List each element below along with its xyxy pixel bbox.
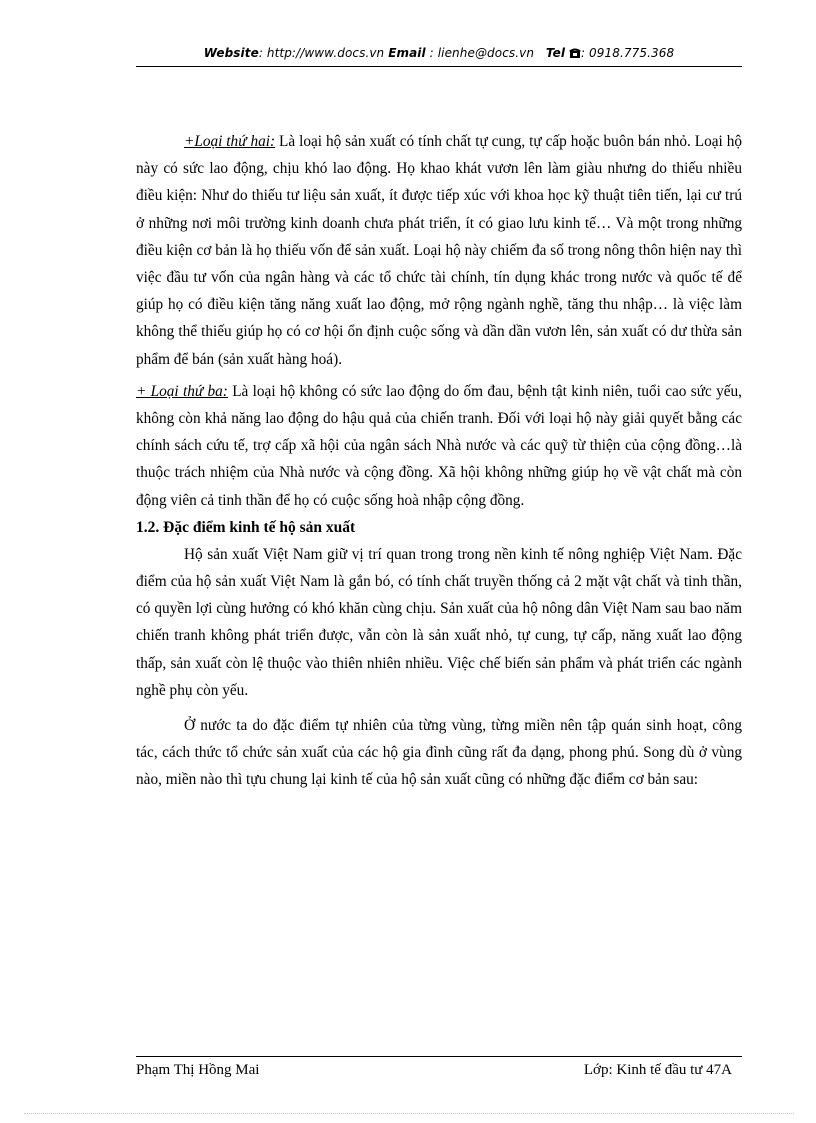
footer-author: Phạm Thị Hồng Mai (136, 1062, 260, 1078)
page-header (136, 46, 742, 60)
email-value: : lienhe@docs.vn (425, 46, 535, 60)
website-value: : http://www.docs.vn (258, 46, 385, 60)
type-two-label: +Loại thứ hai: (184, 133, 276, 150)
document-body (136, 128, 742, 794)
type-three-label: + Loại thứ ba: (136, 382, 228, 400)
paragraph-features: Hộ sản xuất Việt Nam giữ vị trí quan trong trong nền kinh tế nông nghiệp Việt Nam. Đặc điểm của hộ sản xuất Việt Nam là gắn bó, có tính chất truyền thống cả 2 mặt vật chất và tinh thần, có quyền lợi cùng hưởng có khó khăn cùng chịu. Sản xuất của hộ nông dân Việt Nam sau bao năm chiến tranh không phát triển được, vẫn còn là sản xuất nhỏ, tự cung, tự cấp, năng xuất lao động thấp, sản xuất còn lệ thuộc vào thiên nhiên nhiều. Việc chế biến sản phẩm và phát triển các ngành nghề phụ còn yếu. (136, 545, 742, 699)
footer-divider (136, 1056, 742, 1057)
type-two-text: Là loại hộ sản xuất có tính chất tự cung, tự cấp hoặc buôn bán nhỏ. Loại hộ này có sức lao động, chịu khó lao động. Họ khao khát vươn lên làm giàu nhưng do thiếu nhiều điều kiện: Như do thiếu tư liệu sản xuất, ít được tiếp xúc với khoa học kỹ thuật tiên tiến, lại cư trú ở những nơi môi trường kinh doanh chưa phát triển, ít có giao lưu kinh tế… Và một trong những điều kiện cơ bản là họ thiếu vốn để sản xuất. Loại hộ này chiếm đa số trong nông thôn hiện nay thì việc đầu tư vốn của ngân hàng và các tổ chức tài chính, tín dụng khác trong nước và quốc tế để giúp họ có điều kiện tăng năng xuất lao động, mở rộng ngành nghề, tăng thu nhập… là việc làm không thể thiếu giúp họ có cơ hội ổn định cuộc sống và dần dần vươn lên, sản xuất có dư thừa sản phẩm để bán (sản xuất hàng hoá). (136, 133, 742, 368)
tel-label: Tel (545, 46, 566, 60)
paragraph-regional: Ở nước ta do đặc điểm tự nhiên của từng vùng, từng miền nên tập quán sinh hoạt, công tác, cách thức tổ chức sản xuất của các hộ gia đình cũng rất đa dạng, phong phú. Song dù ở vùng nào, miền nào thì tựu chung lại kinh tế của hộ sản xuất cũng có những đặc điểm cơ bản sau: (136, 717, 742, 789)
tel-value: : 0918.775.368 (580, 46, 675, 60)
section-heading: 1.2. Đặc điểm kinh tế hộ sản xuất (136, 518, 356, 536)
page-bottom-border (24, 1113, 794, 1114)
email-label: Email (388, 46, 426, 60)
phone-icon (569, 46, 581, 60)
website-label: Website (203, 46, 259, 60)
paragraph-type-three (136, 378, 742, 514)
type-three-text: Là loại hộ không có sức lao động do ốm đau, bệnh tật kinh niên, tuổi cao sức yếu, không còn khả năng lao động do hậu quả của chiến tranh. Đối với loại hộ này giải quyết bằng các chính sách cứu tế, trợ cấp xã hội của ngân sách Nhà nước và các quỹ từ thiện của cộng đồng…là thuộc trách nhiệm của Nhà nước và cộng đồng. Xã hội không những giúp họ về vật chất mà còn động viên cả tinh thần để họ có cuộc sống hoà nhập cộng đồng. (136, 382, 742, 509)
footer-class: Lớp: Kinh tế đầu tư 47A (583, 1062, 732, 1078)
page-footer (136, 1062, 742, 1079)
paragraph-type-two (136, 128, 742, 373)
header-divider (136, 66, 742, 67)
